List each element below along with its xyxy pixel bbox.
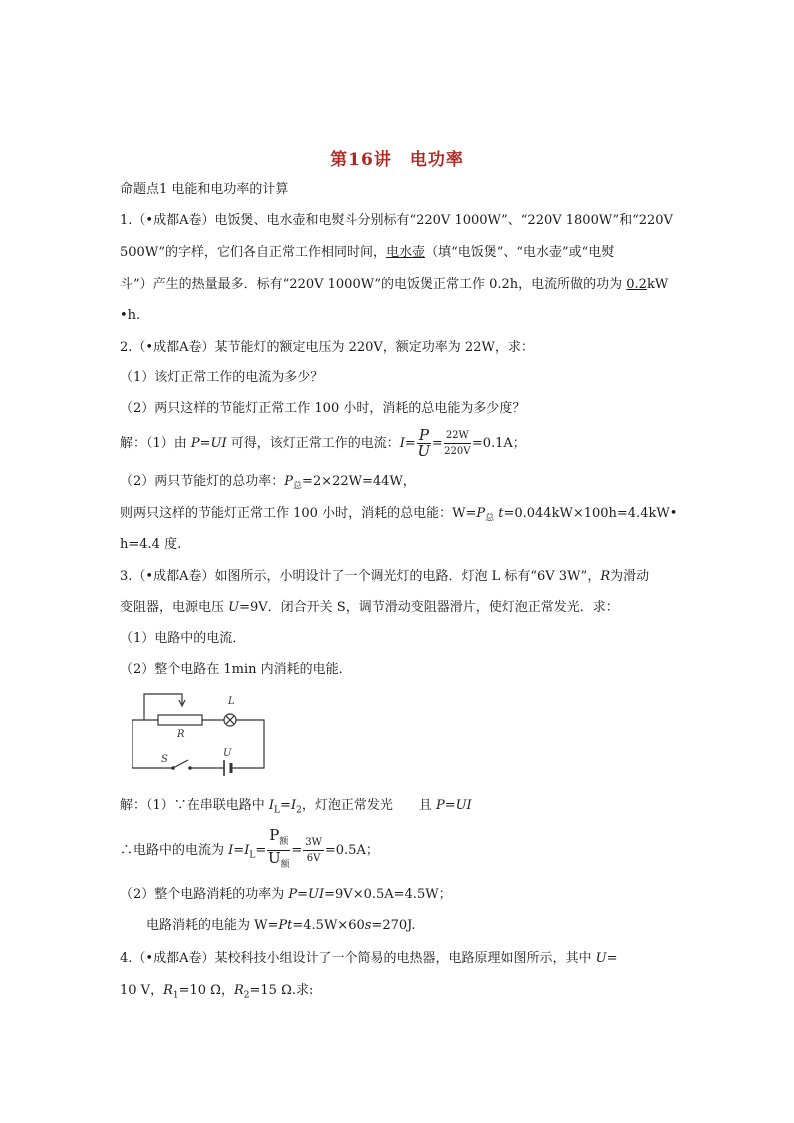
q1-line-4: •h. — [120, 308, 141, 323]
label-s: S — [161, 754, 168, 765]
q1-line-2: 500W”的字样，它们各自正常工作相同时间，电水壶（填“电饭煲”、“电水壶”或“电熨 — [120, 245, 615, 260]
q1-line-3: 斗”）产生的热量最多．标有“220V 1000W”的电饭煲正常工作 0.2h，电流所做的功为 0.2kW — [120, 277, 669, 292]
q2-solution-2: （2）两只节能灯的总功率：$P_总=2\times 22W=44W$， — [120, 474, 416, 492]
q2-line-1: 2.（•成都A卷）某节能灯的额定电压为 220V，额定功率为 22W，求： — [120, 340, 534, 355]
q2-part-1: （1）该灯正常工作的电流为多少？ — [120, 370, 324, 385]
q3-part-2: （2）整个电路在 1min 内消耗的电能． — [120, 662, 352, 677]
q3-part-1: （1）电路中的电流． — [120, 631, 246, 646]
label-l: L — [228, 696, 235, 707]
label-u: U — [223, 748, 232, 759]
q3-solution-1: 解：（1）∵在串联电路中 $I_L=I_2$，灯泡正常发光 且 P=UI — [120, 798, 472, 816]
q1-line-1: 1.（•成都A卷）电饭煲、电水壶和电熨斗分别标有“220V 1000W”、“220V 1800W”和“220V — [120, 213, 673, 228]
circuit-diagram — [132, 690, 272, 776]
q2-part-2: （2）两只这样的节能灯正常工作 100 小时，消耗的总电能为多少度？ — [120, 401, 526, 416]
q2-solution-3: 则两只这样的节能灯正常工作 100 小时，消耗的总电能：$W=P_总$ t=0.044kW×100h=4.4kW• — [120, 506, 678, 524]
q3-solution-2: ∴电路中的电流为 $I=I_L=$ $\frac{P_额}{U_额}$ = $\frac{3W}{6V}$ =0.5A； — [120, 828, 379, 873]
q1-answer-1: 电水壶 — [386, 245, 426, 260]
q3-solution-3: （2）整个电路消耗的功率为 P=UI=9V×0.5A=4.5W； — [120, 887, 452, 902]
fraction-3w-over-6v: $\frac{3W}{6V}$ — [305, 837, 322, 864]
q4-line-1: 4.（•成都A卷）某校科技小组设计了一个简易的电热器，电路原理如图所示，其中 U= — [120, 951, 618, 966]
label-r: R — [177, 729, 185, 740]
switch-blade — [173, 760, 188, 768]
q1-answer-2: 0.2 — [626, 277, 647, 292]
q3-line-1: 3.（•成都A卷）如图所示，小明设计了一个调光灯的电路．灯泡 L 标有“6V 3W”，R为滑动 — [120, 569, 650, 584]
q3-solution-4: 电路消耗的电能为 W=Pt=4.5W×60s=270J. — [146, 918, 416, 933]
q4-line-2: 10 V，$R_1=10$ Ω，$R_2=15$ Ω.求: — [120, 983, 314, 1001]
section-heading: 命题点1 电能和电功率的计算 — [120, 182, 289, 197]
q2-solution-4: h=4.4 度. — [120, 537, 182, 552]
page-title: 第16讲 电功率 — [330, 150, 464, 170]
fraction-22w-over-220v: $\frac{22W}{220V}$ — [444, 430, 471, 457]
q3-line-2: 变阻器，电源电压 U=9V．闭合开关 S，调节滑动变阻器滑片，使灯泡正常发光．求： — [120, 600, 619, 615]
rheostat-resistor — [158, 715, 202, 725]
q2-solution-1: 解：（1）由 P=UI 可得，该灯正常工作的电流：I= $\frac{P}{U}$ = $\frac{22W}{220V}$ =0.1A； — [120, 426, 526, 460]
fraction-p-over-u-rated: $\frac{P_额}{U_额}$ — [267, 826, 290, 870]
fraction-p-over-u: $\frac{P}{U}$ — [417, 426, 431, 460]
